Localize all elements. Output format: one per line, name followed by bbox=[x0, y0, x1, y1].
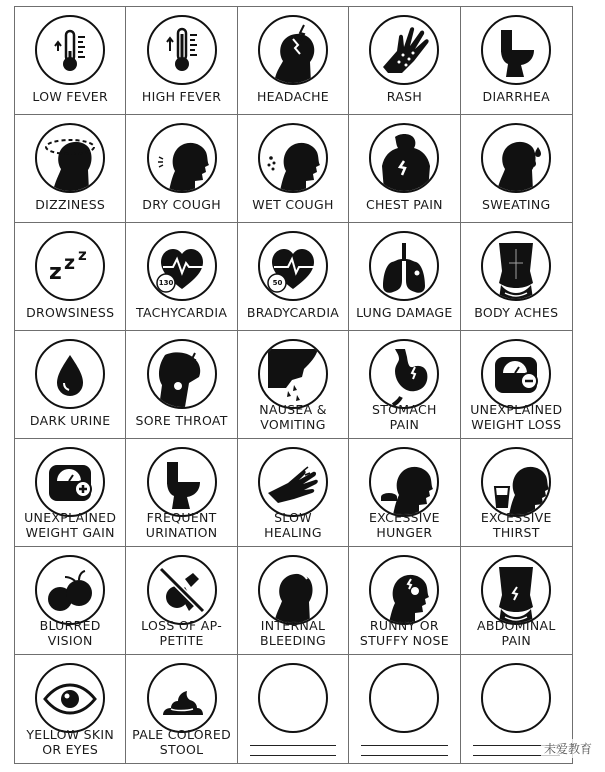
symptom-label: DARK URINE bbox=[29, 413, 111, 428]
symptom-label: HIGH FEVER bbox=[141, 89, 222, 104]
symptom-cell bbox=[238, 331, 349, 439]
symptom-label: TACHYCARDIA bbox=[135, 305, 228, 320]
heart-rate-badge: 50 bbox=[272, 279, 283, 287]
lungs-icon bbox=[369, 231, 439, 301]
symptom-label: FREQUENT URINATION bbox=[145, 510, 218, 540]
svg-text:z: z bbox=[78, 246, 87, 264]
symptom-label: RUNNY OR STUFFY NOSE bbox=[359, 618, 449, 648]
wounded-hand-icon bbox=[258, 447, 328, 517]
symptom-cell bbox=[349, 223, 460, 331]
dry-cough-icon bbox=[147, 123, 217, 193]
symptom-label: EXCESSIVE THIRST bbox=[480, 510, 552, 540]
scale-plus-icon bbox=[35, 447, 105, 517]
low-fever-thermometer-icon bbox=[35, 15, 105, 85]
bradycardia-heart-icon bbox=[258, 231, 328, 301]
symptom-label: LOSS OF AP- PETITE bbox=[141, 618, 222, 648]
symptom-label: PALE COLORED STOOL bbox=[132, 727, 232, 757]
drop-icon bbox=[35, 339, 105, 409]
symptom-cell bbox=[126, 655, 237, 763]
symptom-cell bbox=[238, 7, 349, 115]
watermark: 未爱教育 bbox=[541, 739, 595, 758]
symptom-cell bbox=[15, 7, 126, 115]
svg-text:z: z bbox=[49, 260, 62, 285]
thirst-icon bbox=[481, 447, 551, 517]
empty-circle bbox=[369, 663, 439, 733]
stomach-icon bbox=[369, 339, 439, 409]
symptom-label: UNEXPLAINED WEIGHT LOSS bbox=[470, 402, 563, 432]
headache-icon bbox=[258, 15, 328, 85]
stool-icon bbox=[147, 663, 217, 733]
symptom-cell bbox=[349, 655, 460, 763]
symptom-cell bbox=[15, 115, 126, 223]
high-fever-thermometer-icon bbox=[147, 15, 217, 85]
symptom-label: NAUSEA & VOMITING bbox=[259, 402, 327, 432]
sweating-icon bbox=[481, 123, 551, 193]
symptom-label: BODY ACHES bbox=[474, 305, 559, 320]
symptom-label: UNEXPLAINED WEIGHT GAIN bbox=[24, 510, 117, 540]
symptom-cell bbox=[15, 223, 126, 331]
symptom-cell bbox=[349, 115, 460, 223]
symptom-label: LOW FEVER bbox=[32, 89, 108, 104]
wet-cough-icon bbox=[258, 123, 328, 193]
symptom-cell bbox=[126, 223, 237, 331]
chest-pain-icon bbox=[369, 123, 439, 193]
runny-nose-icon bbox=[369, 555, 439, 625]
empty-circle bbox=[258, 663, 328, 733]
symptom-cell bbox=[349, 439, 460, 547]
symptom-cell bbox=[238, 439, 349, 547]
hunger-icon bbox=[369, 447, 439, 517]
symptom-cell bbox=[15, 331, 126, 439]
symptom-label: ABDOMINAL PAIN bbox=[476, 618, 556, 648]
symptom-cell bbox=[238, 223, 349, 331]
symptom-cell bbox=[15, 547, 126, 655]
symptom-label: RASH bbox=[386, 89, 423, 104]
symptom-label: HEADACHE bbox=[256, 89, 329, 104]
symptom-cell bbox=[461, 7, 572, 115]
symptom-label: SLOW HEALING bbox=[264, 510, 322, 540]
symptom-cell bbox=[15, 439, 126, 547]
abdominal-torso-icon bbox=[481, 555, 551, 625]
blank-label-lines bbox=[250, 736, 336, 756]
symptom-label: WET COUGH bbox=[252, 197, 334, 212]
apples-icon bbox=[35, 555, 105, 625]
svg-text:z: z bbox=[64, 252, 76, 274]
tachycardia-heart-icon bbox=[147, 231, 217, 301]
vomiting-icon bbox=[258, 339, 328, 409]
symptom-cell bbox=[126, 331, 237, 439]
symptom-label: INTERNAL BLEEDING bbox=[259, 618, 327, 648]
no-food-icon bbox=[147, 555, 217, 625]
symptom-cell bbox=[15, 655, 126, 763]
symptom-label: DRY COUGH bbox=[142, 197, 221, 212]
symptom-grid bbox=[14, 6, 573, 764]
symptom-label: SWEATING bbox=[482, 197, 551, 212]
symptom-label: BRADYCARDIA bbox=[246, 305, 340, 320]
rash-hand-icon bbox=[369, 15, 439, 85]
symptom-cell bbox=[126, 7, 237, 115]
symptom-cell bbox=[238, 115, 349, 223]
symptom-label: DIARRHEA bbox=[482, 89, 551, 104]
symptom-cell bbox=[461, 223, 572, 331]
symptom-label: DROWSINESS bbox=[26, 305, 115, 320]
symptom-cell bbox=[461, 115, 572, 223]
toilet-icon bbox=[147, 447, 217, 517]
symptom-label: EXCESSIVE HUNGER bbox=[368, 510, 440, 540]
sore-throat-icon bbox=[147, 339, 217, 409]
heart-rate-badge: 130 bbox=[158, 279, 174, 287]
symptom-cell bbox=[349, 547, 460, 655]
head-profile-icon bbox=[258, 555, 328, 625]
symptom-label: LUNG DAMAGE bbox=[356, 305, 453, 320]
symptom-cell bbox=[126, 547, 237, 655]
eye-icon bbox=[35, 663, 105, 733]
symptom-cell bbox=[126, 115, 237, 223]
zzz-icon bbox=[35, 231, 105, 301]
symptom-cell bbox=[238, 547, 349, 655]
symptom-cell bbox=[461, 439, 572, 547]
symptom-cell bbox=[461, 331, 572, 439]
symptom-label: CHEST PAIN bbox=[365, 197, 443, 212]
dizziness-icon bbox=[35, 123, 105, 193]
empty-circle bbox=[481, 663, 551, 733]
symptom-cell bbox=[461, 547, 572, 655]
scale-minus-icon bbox=[481, 339, 551, 409]
body-aches-torso-icon bbox=[481, 231, 551, 301]
blank-label-lines bbox=[361, 736, 447, 756]
toilet-icon bbox=[481, 15, 551, 85]
symptom-cell bbox=[126, 439, 237, 547]
symptom-cell bbox=[349, 331, 460, 439]
symptom-label: DIZZINESS bbox=[35, 197, 106, 212]
symptom-label: STOMACH PAIN bbox=[372, 402, 437, 432]
symptom-cell bbox=[349, 7, 460, 115]
symptom-label: SORE THROAT bbox=[135, 413, 228, 428]
symptom-cell bbox=[238, 655, 349, 763]
symptom-label: YELLOW SKIN OR EYES bbox=[26, 727, 115, 757]
symptom-label: BLURRED VISION bbox=[39, 618, 101, 648]
